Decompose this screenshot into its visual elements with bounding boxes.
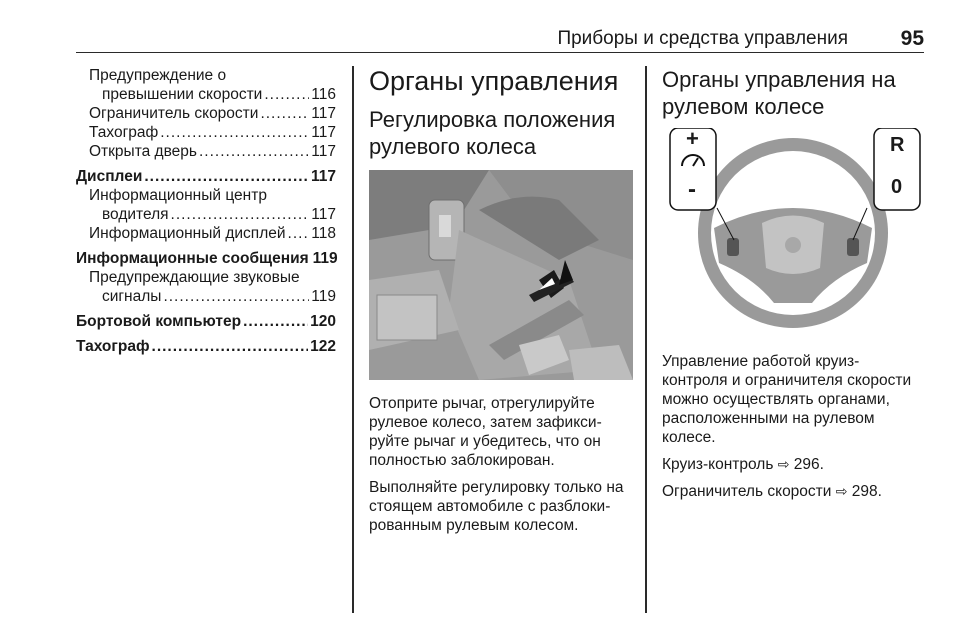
toc-entry-page: 119 (311, 288, 336, 305)
toc-entry-page: 120 (310, 313, 336, 330)
toc-entry-page: 118 (311, 225, 336, 242)
toc-entry-label: превышении скорости (102, 86, 263, 103)
steering-adjustment-section (369, 66, 633, 543)
toc-leader-dots (171, 205, 310, 224)
arrow-icon: ⇨ (835, 483, 848, 499)
o-label: 0 (891, 176, 903, 198)
toc-entry-page: 117 (311, 124, 336, 141)
section-subtitle: Регулировка положения рулевого колеса (369, 107, 616, 159)
toc-entry-label: Дисплеи (76, 168, 143, 185)
page-header (76, 24, 924, 53)
toc-entry-page: 117 (311, 206, 336, 223)
toc-entry-label: Бортовой компьютер (76, 313, 242, 330)
toc-entry[interactable] (76, 268, 336, 306)
xref-cruise-control[interactable]: Круиз-контроль ⇨ 296. (662, 456, 824, 473)
xref-speed-limiter[interactable]: Ограничитель скорости ⇨ 298. (662, 483, 882, 500)
section-title: Органы управления на рулевом колесе (662, 67, 896, 119)
toc-entry-label: Открыта дверь (89, 143, 197, 160)
header-title: Приборы и средства управления (557, 28, 848, 49)
toc-entry[interactable] (76, 312, 336, 331)
paragraph: Управление работой круиз-контроля и ограничителя скорости можно осуществлять органами, расположенными на рулевом колесе. (662, 353, 912, 446)
wheel-controls-section (662, 66, 924, 509)
toc-leader-dots (264, 85, 309, 104)
toc-entry[interactable] (76, 224, 336, 243)
steering-wheel-illustration (662, 128, 924, 338)
toc-entry[interactable] (76, 249, 336, 268)
steering-column-illustration (369, 170, 633, 380)
toc-leader-dots (288, 224, 310, 243)
toc-entry-label: Предупреждающие звуковые (89, 269, 300, 286)
toc-entry[interactable] (76, 123, 336, 142)
column-divider (352, 66, 354, 613)
toc-entry-page: 117 (310, 168, 336, 185)
toc-entry[interactable] (76, 66, 336, 104)
toc-entry[interactable] (76, 104, 336, 123)
table-of-contents (76, 66, 336, 356)
toc-leader-dots (199, 142, 309, 161)
toc-entry-label: водителя (102, 206, 169, 223)
column-divider (645, 66, 647, 613)
minus-label: - (688, 176, 696, 203)
toc-entry[interactable] (76, 167, 336, 186)
toc-entry-label: Информационный дисплей (89, 225, 286, 242)
toc-entry-page: 117 (311, 105, 336, 122)
section-title: Органы управления (369, 66, 619, 96)
toc-leader-dots (144, 167, 309, 186)
toc-leader-dots (243, 312, 308, 331)
plus-label: + (686, 126, 699, 151)
toc-leader-dots (160, 123, 309, 142)
toc-entry-label: Информационный центр (89, 187, 267, 204)
toc-entry-page: 119 (312, 250, 338, 267)
toc-entry[interactable] (76, 142, 336, 161)
toc-entry[interactable] (76, 337, 336, 356)
paragraph: Отоприте рычаг, отрегулируйте рулевое колесо, затем зафикси-руйте рычаг и убедитесь, что он полностью заблокирован. (369, 395, 602, 469)
toc-entry-page: 117 (311, 143, 336, 160)
toc-entry-label: сигналы (102, 288, 162, 305)
toc-leader-dots (163, 287, 309, 306)
r-label: R (890, 134, 905, 156)
toc-entry-page: 122 (310, 338, 336, 355)
toc-entry-label: Тахограф (76, 338, 150, 355)
toc-entry[interactable] (76, 186, 336, 224)
toc-entry-label: Тахограф (89, 124, 159, 141)
toc-entry-page: 116 (311, 86, 336, 103)
page-number: 95 (900, 27, 924, 50)
toc-entry-label: Информационные сообщения (76, 250, 309, 267)
paragraph: Выполняйте регулировку только на стоящем автомобиле с разблоки-рованным рулевым колесом. (369, 479, 624, 534)
toc-leader-dots (260, 104, 309, 123)
toc-entry-label: Ограничитель скорости (89, 105, 259, 122)
toc-leader-dots (152, 337, 309, 356)
arrow-icon: ⇨ (777, 456, 790, 472)
toc-entry-label: Предупреждение о (89, 67, 227, 84)
